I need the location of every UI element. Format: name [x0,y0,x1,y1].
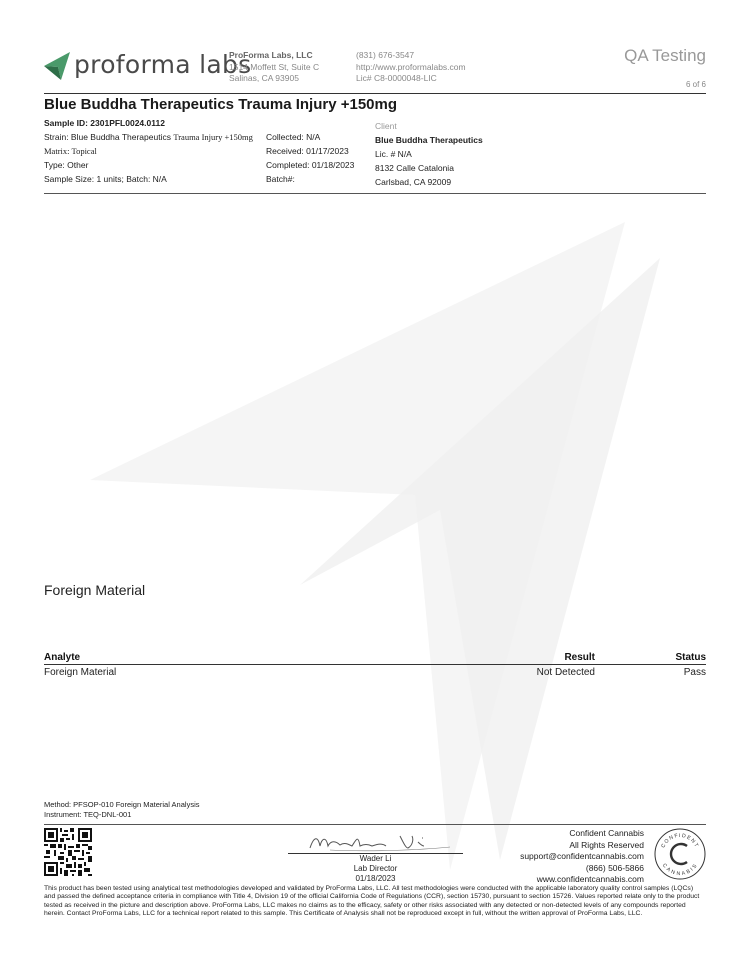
lab-name: ProForma Labs, LLC [229,50,313,60]
lab-address-1: 1514 Moffett St, Suite C [229,61,320,72]
lab-website[interactable]: http://www.proformalabs.com [356,61,466,72]
lab-contact-info [356,50,466,85]
instrument: Instrument: TEQ-DNL-001 [44,810,132,819]
product-title: Blue Buddha Therapeutics Trauma Injury +150mg [44,96,398,113]
cc-name: Confident Cannabis [569,828,644,838]
confident-cannabis-info [520,828,644,886]
lab-company-info [229,50,319,85]
sample-info [44,116,253,186]
client-address-1: 8132 Calle Catalonia [375,163,454,173]
lab-address-2: Salinas, CA 93905 [229,73,299,83]
row-result: Not Detected [536,667,595,678]
sample-size: Sample Size: 1 units; Batch: N/A [44,174,167,184]
signatory-name: Wader Li [359,854,392,863]
document-type: QA Testing [624,46,706,65]
signatory-role: Lab Director [353,864,398,873]
method-info [44,800,200,820]
strain [44,130,253,144]
table-header-divider [44,664,706,665]
strain-label: Strain: Blue Buddha Therapeutics [44,132,171,142]
collected-date: Collected: N/A [266,132,321,142]
svg-text:CANNABIS: CANNABIS [660,862,700,878]
section-title: Foreign Material [44,582,146,598]
confident-cannabis-seal-icon [654,828,706,880]
batch-number: Batch#: [266,174,295,184]
info-divider [44,193,706,194]
client-name: Blue Buddha Therapeutics [375,135,483,145]
footer-divider [44,824,706,825]
header-divider [44,93,706,94]
signatory-info [288,854,463,884]
client-info [375,119,483,189]
cc-rights: All Rights Reserved [569,839,644,850]
page-number: 6 of 6 [685,80,706,89]
proforma-logo-icon [44,52,70,80]
row-status: Pass [683,667,706,678]
sample-dates [266,130,354,186]
completed-date: Completed: 01/18/2023 [266,160,355,170]
disclaimer: This product has been tested using analytical test methodologies developed and validated by ProForma Labs, LLC. All test methodologies were conducted with the applicable laboratory quality control samples (LQCs) and passed the defined acceptance criteria in compliance with Title 4, Division 19 of the official California Code of Regulations (CCR), section 15730, pursuant to section 15726. Values reported relate only to the product tested as received in the picture and description above. ProForma Labs, LLC makes no claims as to the efficacy, safety or other risks associated with any detected or non-detected levels of any compounds reported herein. Contact ProForma Labs, LLC for a technical report related to this sample. This Certificate of Analysis shall not be reproduced except in full, without the written approval of ProForma Labs, LLC. [44,885,700,918]
client-label: Client [375,121,397,131]
row-analyte: Foreign Material [44,667,117,678]
header-status: Status [675,652,706,663]
matrix: Matrix: Topical [44,146,97,156]
cc-phone: (866) 506-5866 [585,862,644,873]
lab-license: Lic# C8-0000048-LIC [356,73,437,83]
lab-phone: (831) 676-3547 [356,50,415,60]
cc-email[interactable]: support@confidentcannabis.com [520,851,644,861]
method: Method: PFSOP-010 Foreign Material Analysis [44,800,200,809]
header-result: Result [564,652,595,663]
header-analyte: Analyte [44,652,81,663]
qr-code[interactable] [44,828,92,876]
proforma-logo-text: proforma labs [74,50,252,79]
strain-suffix: Trauma Injury +150mg [173,132,253,142]
cc-website[interactable]: www.confidentcannabis.com [536,874,644,884]
received-date: Received: 01/17/2023 [266,146,349,156]
sample-type: Type: Other [44,160,89,170]
client-license: Lic. # N/A [375,149,412,159]
signature-date: 01/18/2023 [355,874,396,883]
signature-image [300,828,460,854]
sample-id: Sample ID: 2301PFL0024.0112 [44,118,165,128]
client-address-2: Carlsbad, CA 92009 [375,177,452,187]
svg-text:CONFIDENT: CONFIDENT [660,832,700,850]
